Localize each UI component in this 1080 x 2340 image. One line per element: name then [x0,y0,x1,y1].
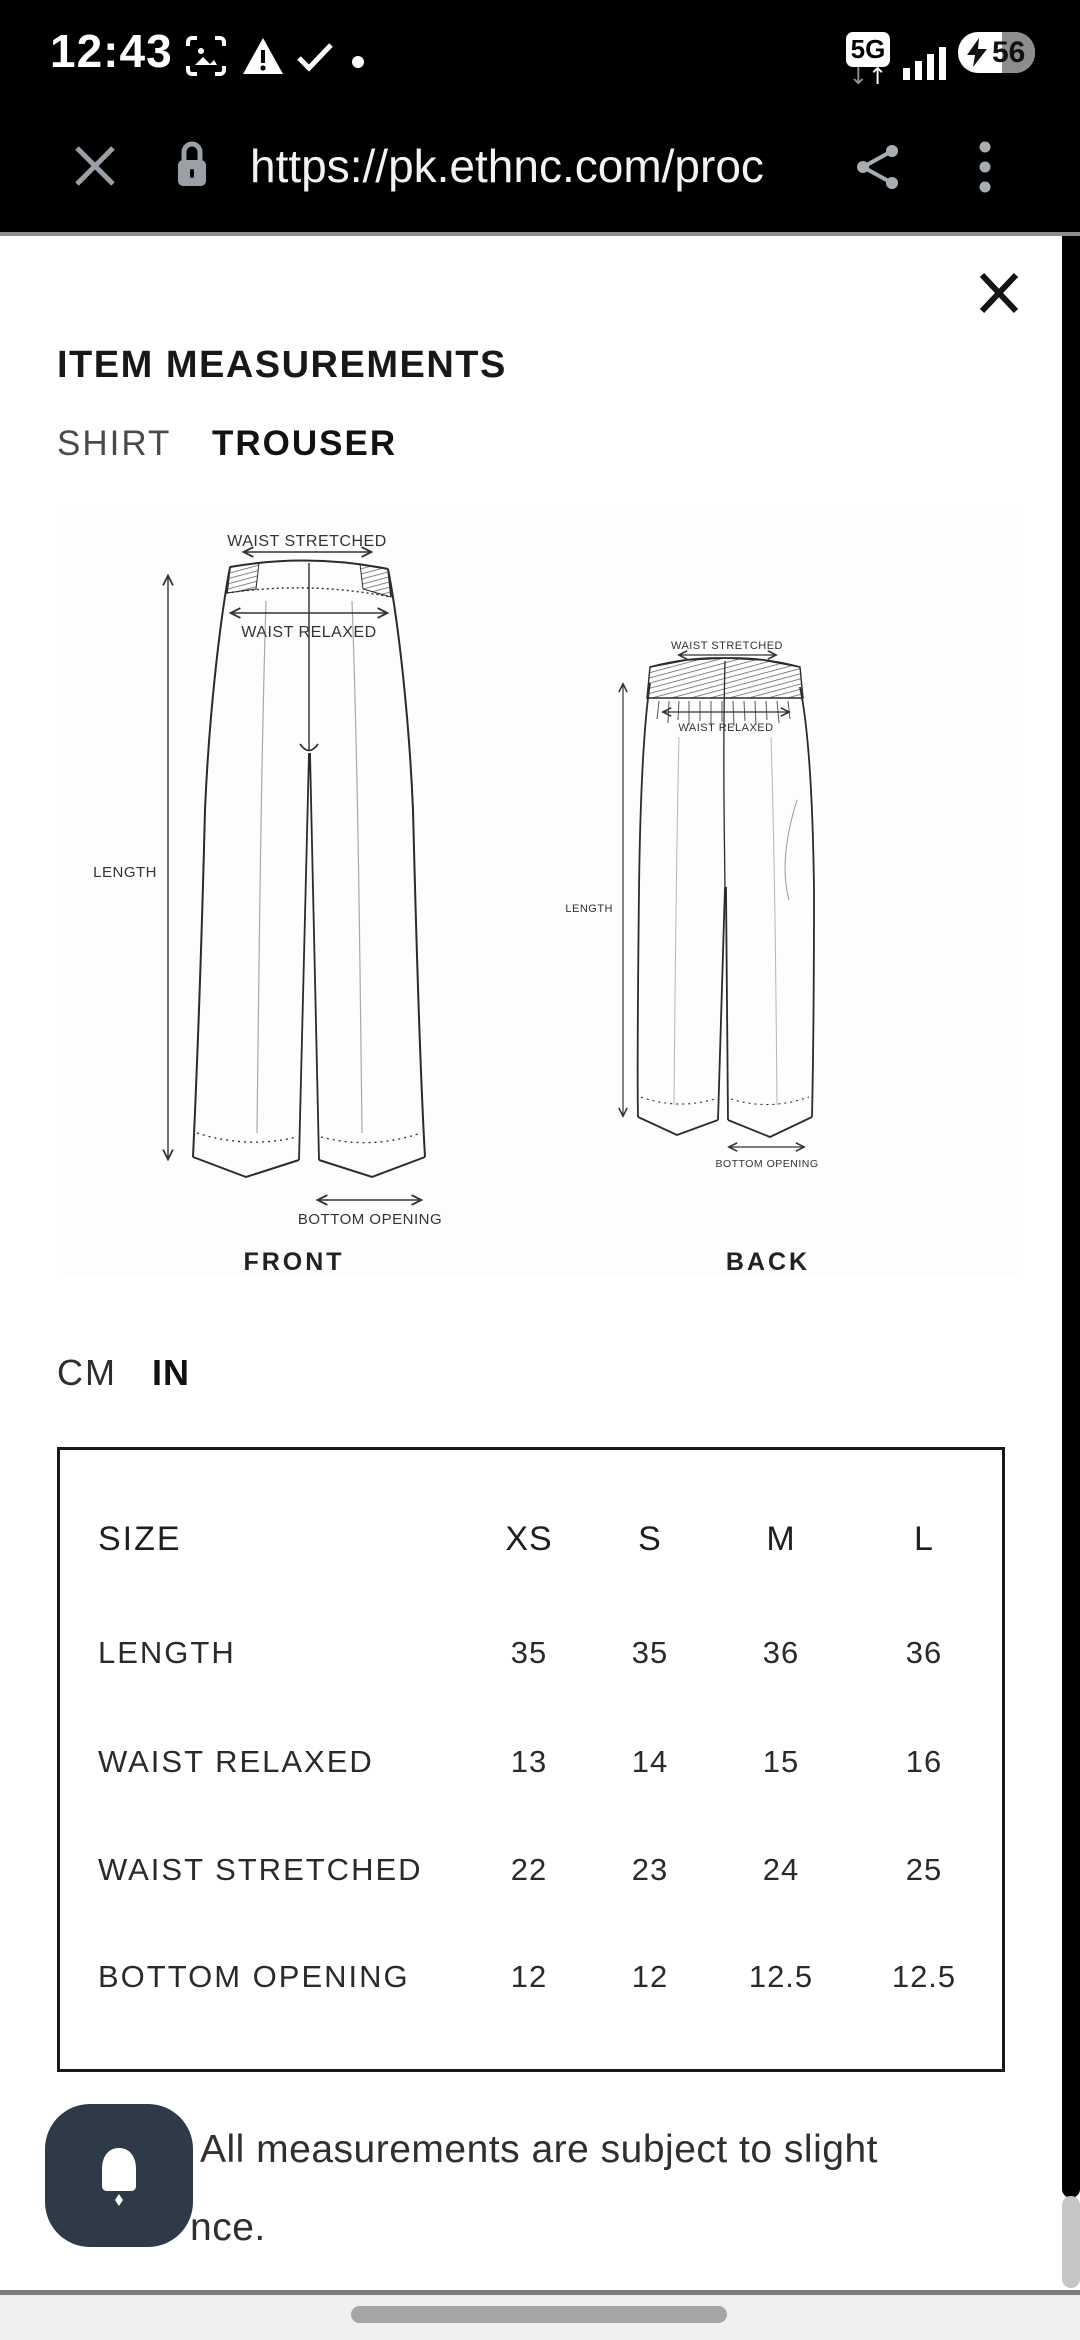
row-label: BOTTOM OPENING [98,1959,410,1994]
trouser-diagram-svg [57,505,1023,1275]
url-bar[interactable]: https://pk.ethnc.com/proc [250,140,764,192]
check-icon [296,42,334,72]
back-waist-stretched-label: WAIST STRETCHED [670,640,784,652]
chat-widget-button[interactable] [45,2104,193,2247]
cell-value: 13 [510,1744,548,1779]
dot-icon [352,56,364,68]
col-s: S [638,1520,662,1558]
data-arrows-icon: ↓↑ [848,64,888,90]
cell-value: 22 [510,1852,548,1887]
right-edge-overlay [1062,236,1080,2198]
table-header-row [60,1520,1002,1566]
back-length-label: LENGTH [565,903,613,915]
battery-charging-icon [958,32,1035,73]
cell-value: 35 [510,1635,548,1670]
kebab-menu-icon[interactable] [974,140,996,194]
system-browser-header [0,0,1080,232]
col-xs: XS [505,1520,553,1558]
clock: 12:43 [50,25,173,77]
cell-value: 12 [510,1959,548,1994]
cell-value: 12 [631,1959,669,1994]
unit-cm[interactable]: CM [57,1352,117,1393]
screenshot-icon [184,34,228,78]
cell-value: 16 [905,1744,943,1779]
note-line-1: All measurements are subject to slight [200,2128,878,2171]
bell-icon [89,2142,149,2210]
table-row [60,1635,1002,1681]
lock-icon [172,138,212,192]
front-bottom-opening-label: BOTTOM OPENING [297,1211,443,1228]
size-table [57,1447,1005,2072]
tab-trouser[interactable]: TROUSER [212,424,398,463]
table-row [60,1959,1002,2005]
cell-value: 15 [762,1744,800,1779]
gesture-pill[interactable] [351,2306,727,2323]
battery-percent: 56 [992,36,1026,69]
row-label: LENGTH [98,1635,236,1670]
back-waist-relaxed-label: WAIST RELAXED [678,722,774,734]
row-label: WAIST RELAXED [98,1744,374,1779]
table-row [60,1852,1002,1898]
front-caption: FRONT [243,1248,345,1276]
lightning-icon [965,38,989,67]
front-waist-relaxed-label: WAIST RELAXED [241,624,377,641]
close-icon[interactable] [73,144,117,188]
cell-value: 36 [905,1635,943,1670]
unit-in[interactable]: IN [152,1352,190,1393]
modal-close-icon[interactable] [976,270,1022,316]
warning-icon [242,36,284,76]
share-icon[interactable] [855,144,901,190]
note-line-2: nce. [190,2206,266,2249]
back-bottom-opening-label: BOTTOM OPENING [715,1158,819,1170]
cell-value: 25 [905,1852,943,1887]
measurement-diagram [57,505,1023,1275]
cell-value: 14 [631,1744,669,1779]
tab-shirt[interactable]: SHIRT [57,424,172,463]
col-m: M [766,1520,796,1558]
cell-value: 12.5 [891,1959,957,1994]
front-waist-stretched-label: WAIST STRETCHED [227,533,387,550]
cell-value: 24 [762,1852,800,1887]
network-type-badge: 5G [846,32,890,67]
page-title: ITEM MEASUREMENTS [57,344,507,386]
cell-value: 35 [631,1635,669,1670]
table-row [60,1744,1002,1790]
col-size: SIZE [98,1520,182,1558]
front-length-label: LENGTH [93,864,157,881]
scrollbar-thumb[interactable] [1062,2196,1080,2288]
back-caption: BACK [725,1248,811,1276]
cell-value: 12.5 [748,1959,814,1994]
header-divider [0,232,1080,236]
row-label: WAIST STRETCHED [98,1852,423,1887]
col-l: L [914,1520,934,1558]
cell-value: 36 [762,1635,800,1670]
signal-icon [903,42,947,80]
cell-value: 23 [631,1852,669,1887]
